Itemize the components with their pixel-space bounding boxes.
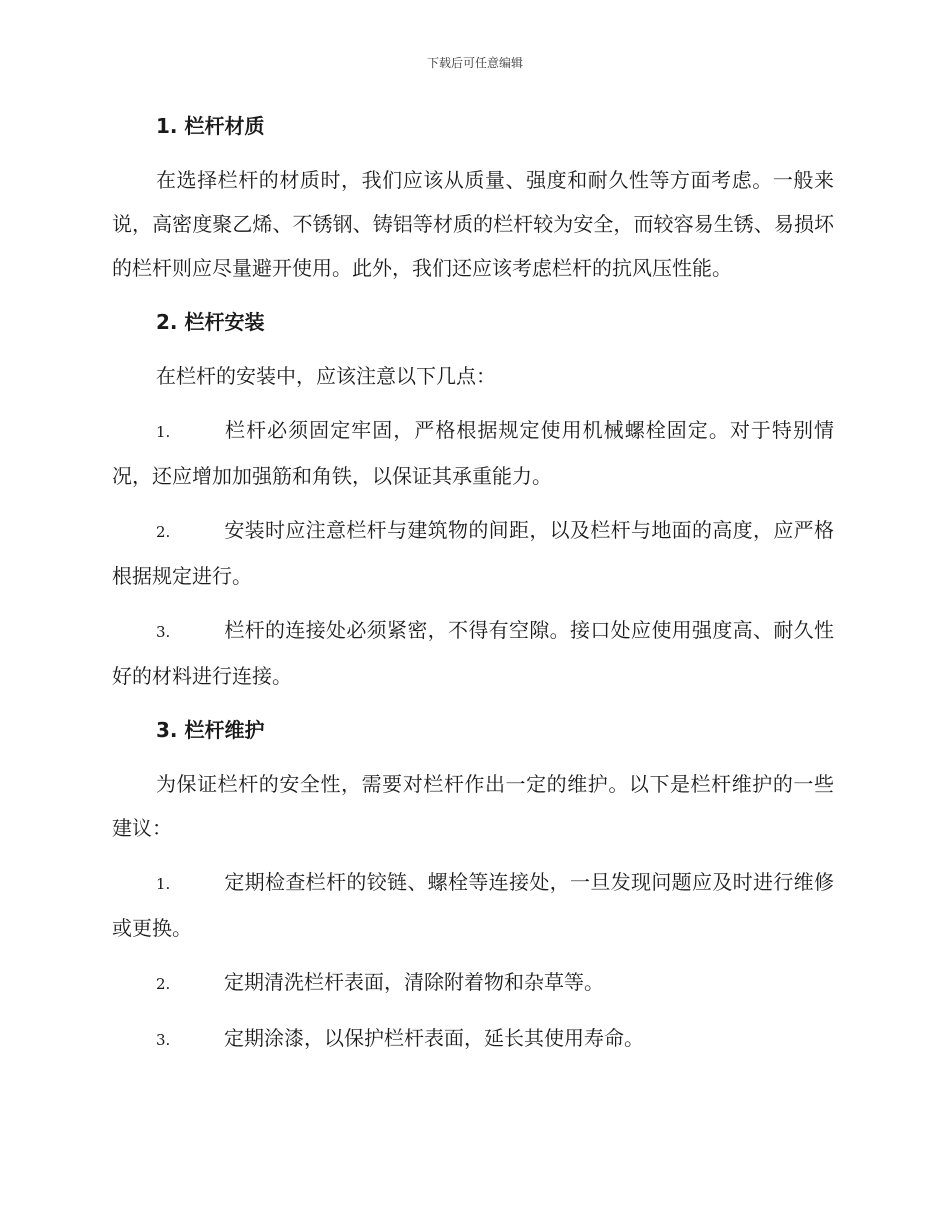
list-item [112,860,834,950]
list-item-text: 定期涂漆，以保护栏杆表面，延长其使用寿命。 [224,1026,644,1050]
section-title-materials: 1. 栏杆材质 [156,114,265,138]
list-item [112,960,834,1006]
section-paragraph-maintenance: 为保证栏杆的安全性，需要对栏杆作出一定的维护。以下是栏杆维护的一些建议： [112,772,834,840]
list-item-text: 安装时应注意栏杆与建筑物的间距，以及栏杆与地面的高度，应严格根据规定进行。 [112,518,834,588]
section-paragraph-materials: 在选择栏杆的材质时，我们应该从质量、强度和耐久性等方面考虑。一般来说，高密度聚乙烯、不锈钢、铸铝等材质的栏杆较为安全，而较容易生锈、易损坏的栏杆则应尽量避开使用。此外，我们还应该考虑栏杆的抗风压性能。 [112,168,834,280]
list-item-number: 1. [156,423,171,441]
list-item-number: 3. [156,1031,171,1049]
list-item-number: 2. [156,523,171,541]
list-item-text: 定期清洗栏杆表面，清除附着物和杂草等。 [224,970,604,994]
list-item [112,408,834,498]
section-paragraph-installation: 在栏杆的安装中，应该注意以下几点： [156,364,496,388]
list-item-text: 栏杆必须固定牢固，严格根据规定使用机械螺栓固定。对于特别情况，还应增加加强筋和角铁，以保证其承重能力。 [112,418,834,488]
section-title-maintenance: 3. 栏杆维护 [156,718,265,742]
list-item [112,1016,834,1062]
document-body [112,104,834,1062]
header-note: 下载后可任意编辑 [426,56,523,70]
list-item-number: 3. [156,623,171,641]
list-item [112,608,834,698]
section-title-installation: 2. 栏杆安装 [156,310,265,334]
list-item-text: 定期检查栏杆的铰链、螺栓等连接处，一旦发现问题应及时进行维修或更换。 [112,870,834,940]
list-item-number: 2. [156,975,171,993]
list-item-text: 栏杆的连接处必须紧密，不得有空隙。接口处应使用强度高、耐久性好的材料进行连接。 [112,618,834,688]
list-item [112,508,834,598]
list-item-number: 1. [156,875,171,893]
